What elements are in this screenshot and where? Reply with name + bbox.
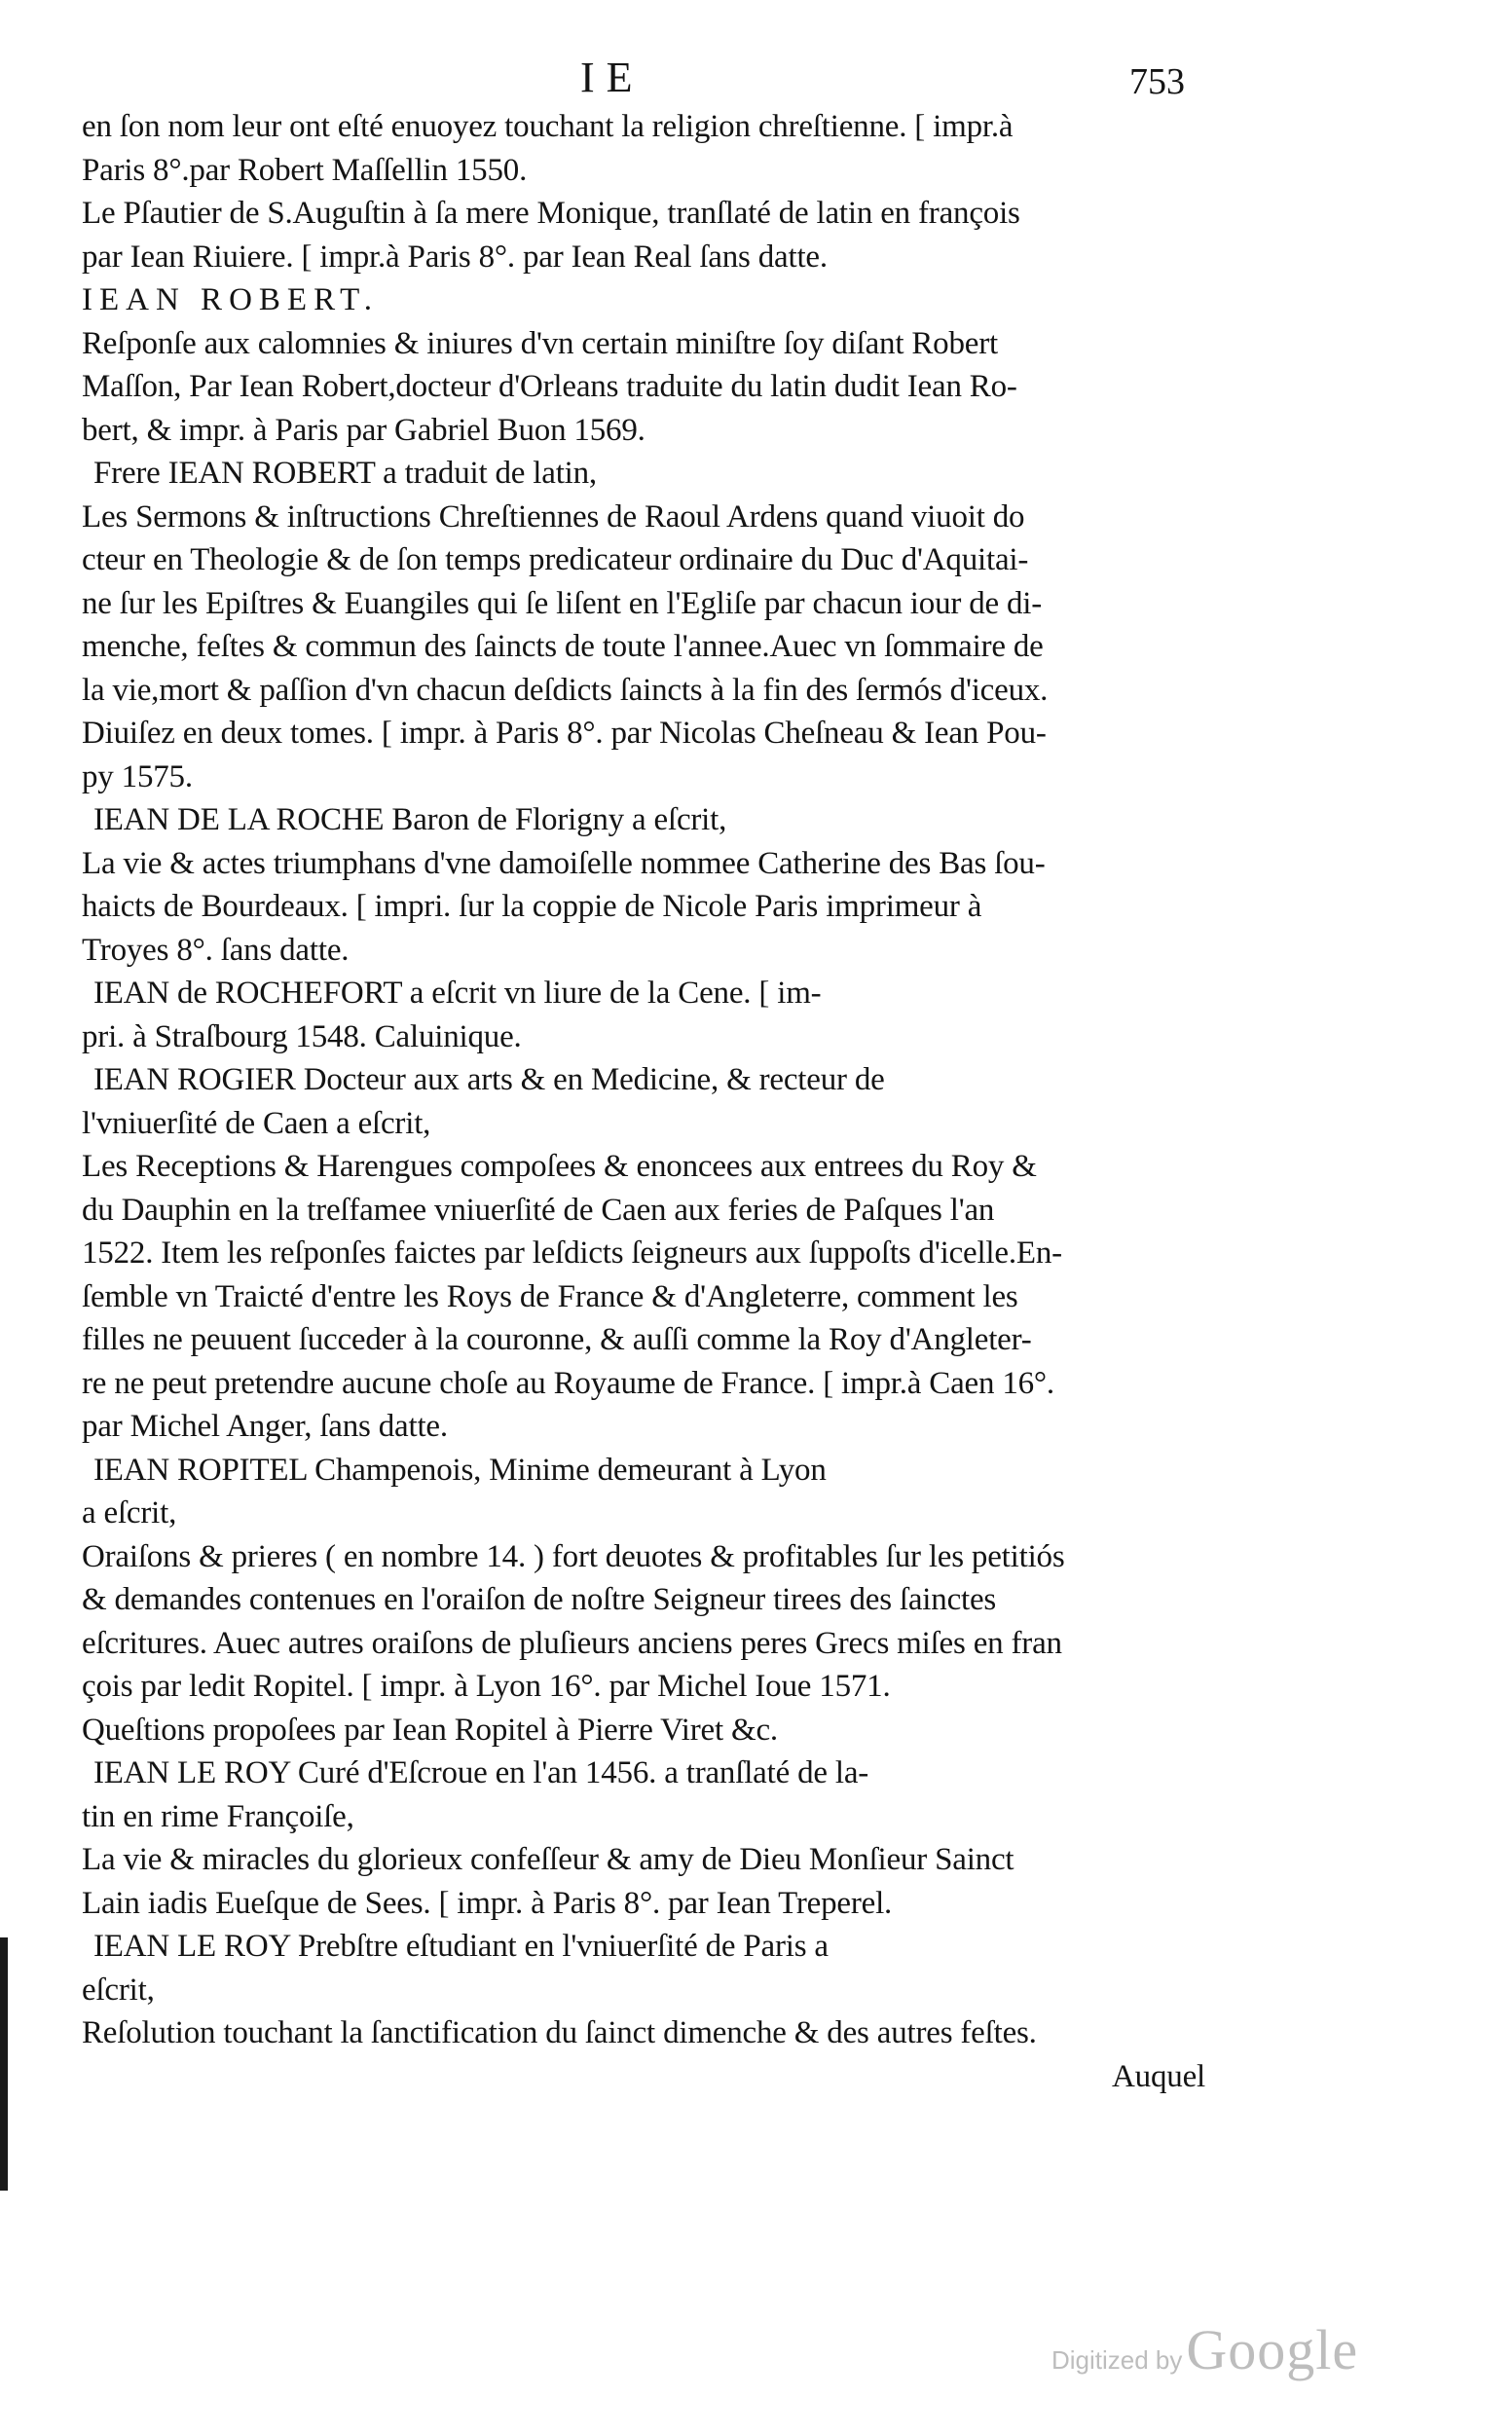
- author-heading: IEAN LE ROY Curé d'Eſcroue en l'an 1456. a tranſlaté de la-: [93, 1755, 869, 1790]
- author-heading: Frere IEAN ROBERT a traduit de latin,: [93, 456, 597, 491]
- text-line: re ne peut pretendre aucune choſe au Royaume de France. [ impr.à Caen 16°.: [82, 1365, 1054, 1401]
- page-edge-shadow: [0, 1937, 8, 2191]
- author-heading: IEAN LE ROY Prebſtre eſtudiant en l'vniuerſité de Paris a: [93, 1929, 829, 1964]
- text-line: 1522. Item les reſponſes faictes par leſdicts ſeigneurs aux ſuppoſts d'icelle.En-: [82, 1235, 1062, 1271]
- text-line: Queſtions propoſees par Iean Ropitel à Pierre Viret &c.: [82, 1712, 778, 1748]
- watermark-brand: Google: [1186, 2318, 1359, 2381]
- digitized-watermark: [1051, 2317, 1358, 2382]
- text-line: Reſponſe aux calomnies & iniures d'vn certain miniſtre ſoy diſant Robert: [82, 325, 998, 361]
- text-line: filles ne peuuent ſucceder à la couronne, & auſſi comme la Roy d'Angleter-: [82, 1322, 1032, 1357]
- text-line: pri. à Straſbourg 1548. Caluinique.: [82, 1018, 522, 1054]
- text-line: Diuiſez en deux tomes. [ impr. à Paris 8°. par Nicolas Cheſneau & Iean Pou-: [82, 716, 1047, 751]
- author-heading: IEAN ROPITEL Champenois, Minime demeurant à Lyon: [93, 1452, 827, 1488]
- text-line: par Michel Anger, ſans datte.: [82, 1409, 448, 1444]
- watermark-prefix: Digitized by: [1051, 2345, 1183, 2375]
- text-line: Troyes 8°. ſans datte.: [82, 932, 350, 968]
- text-line: bert, & impr. à Paris par Gabriel Buon 1569.: [82, 412, 645, 448]
- text-line: çois par ledit Ropitel. [ impr. à Lyon 16°. par Michel Ioue 1571.: [82, 1669, 891, 1704]
- text-line: ne ſur les Epiſtres & Euangiles qui ſe liſent en l'Egliſe par chacun iour de di-: [82, 585, 1043, 621]
- text-line: tin en rime Françoiſe,: [82, 1798, 354, 1834]
- author-heading: IEAN de ROCHEFORT a eſcrit vn liure de la Cene. [ im-: [93, 976, 822, 1011]
- running-head: IE: [580, 54, 645, 101]
- body-text: [82, 105, 1231, 2098]
- text-line: Le Pſautier de S.Auguſtin à ſa mere Monique, tranſlaté de latin en françois: [82, 196, 1020, 231]
- page-number: 753: [1129, 61, 1185, 102]
- author-heading: IEAN DE LA ROCHE Baron de Florigny a eſcrit,: [93, 802, 727, 837]
- text-line: haicts de Bourdeaux. [ impri. ſur la coppie de Nicole Paris imprimeur à: [82, 889, 982, 924]
- text-line: menche, feſtes & commun des ſaincts de toute l'annee.Auec vn ſommaire de: [82, 629, 1044, 664]
- author-heading: IEAN ROGIER Docteur aux arts & en Medicine, & recteur de: [93, 1062, 885, 1097]
- text-line: Oraiſons & prieres ( en nombre 14. ) fort deuotes & profitables ſur les petitiós: [82, 1538, 1065, 1574]
- text-line: La vie & actes triumphans d'vne damoiſelle nommee Catherine des Bas ſou-: [82, 845, 1046, 881]
- author-heading: IEAN ROBERT.: [82, 282, 380, 317]
- text-line: du Dauphin en la treſfamee vniuerſité de Caen aux feries de Paſques l'an: [82, 1192, 995, 1228]
- text-line: py 1575.: [82, 758, 193, 794]
- text-line: ſemble vn Traicté d'entre les Roys de France & d'Angleterre, comment les: [82, 1278, 1018, 1314]
- text-line: & demandes contenues en l'oraiſon de noſtre Seigneur tirees des ſainctes: [82, 1582, 997, 1617]
- text-line: a eſcrit,: [82, 1495, 177, 1530]
- text-line: Maſſon, Par Iean Robert,docteur d'Orleans traduite du latin dudit Iean Ro-: [82, 369, 1017, 404]
- text-line: par Iean Riuiere. [ impr.à Paris 8°. par Iean Real ſans datte.: [82, 239, 828, 275]
- text-line: cteur en Theologie & de ſon temps predicateur ordinaire du Duc d'Aquitai-: [82, 542, 1029, 577]
- text-line: en ſon nom leur ont eſté enuoyez touchant la religion chreſtienne. [ impr.à: [82, 109, 1014, 144]
- text-line: eſcrit,: [82, 1972, 155, 2008]
- page-header: [0, 47, 1512, 105]
- catchword: Auquel: [1112, 2058, 1205, 2094]
- text-line: Paris 8°.par Robert Maſſellin 1550.: [82, 152, 528, 188]
- text-line: eſcritures. Auec autres oraiſons de pluſieurs anciens peres Grecs miſes en fran: [82, 1625, 1062, 1661]
- text-line: Lain iadis Eueſque de Sees. [ impr. à Paris 8°. par Iean Treperel.: [82, 1885, 893, 1921]
- text-line: Les Sermons & inſtructions Chreſtiennes de Raoul Ardens quand viuoit do: [82, 498, 1025, 535]
- text-line: Reſolution touchant la ſanctification du ſainct dimenche & des autres feſtes.: [82, 2015, 1037, 2050]
- text-line: l'vniuerſité de Caen a eſcrit,: [82, 1105, 431, 1141]
- text-line: Les Receptions & Harengues compoſees & enoncees aux entrees du Roy &: [82, 1149, 1037, 1184]
- text-line: La vie & miracles du glorieux confeſſeur & amy de Dieu Monſieur Sainct: [82, 1842, 1014, 1877]
- text-line: la vie,mort & paſſion d'vn chacun deſdicts ſaincts à la fin des ſermós d'iceux.: [82, 672, 1049, 708]
